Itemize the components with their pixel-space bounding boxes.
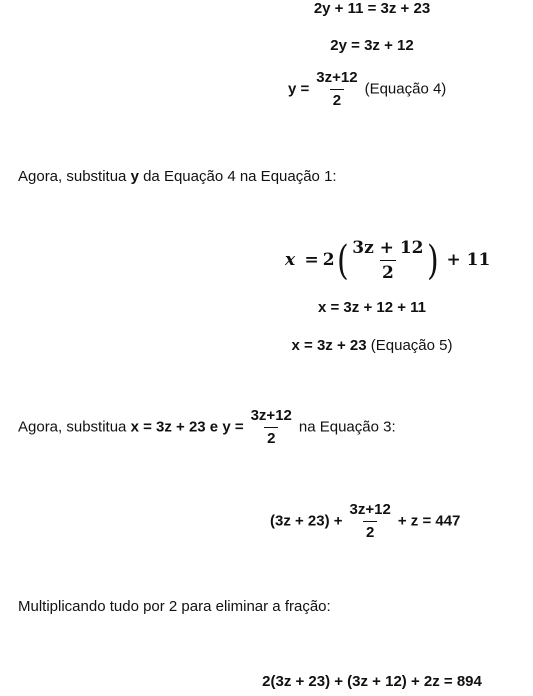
fraction-numerator: 3z+12 [316, 69, 358, 86]
fraction-denominator: 2 [264, 427, 278, 447]
fraction-numerator: 3z + 12 [352, 238, 424, 258]
fraction [313, 70, 360, 109]
paragraph-variable: y [130, 168, 139, 185]
paragraph-text: Agora, substitua [18, 168, 131, 185]
equation-line: 2y = 3z + 12 [330, 37, 414, 54]
paragraph-text: da Equação 4 na Equação 1: [138, 168, 337, 185]
math-fraction [350, 238, 425, 283]
equation-lhs: y = [288, 80, 310, 98]
fraction-numerator: 3z+12 [250, 407, 292, 424]
paragraph-text: na Equação 3: [298, 418, 396, 436]
equation-line [270, 502, 460, 541]
math-coefficient: 2 [322, 250, 335, 270]
math-tail: + 11 [446, 250, 491, 270]
paragraph-expression: x = 3z + 23 e y = [130, 418, 244, 436]
equation-line: x = 3z + 12 + 11 [317, 299, 427, 316]
paragraph-text: Agora, substitua [18, 418, 131, 436]
left-paren: ( [336, 237, 349, 284]
fraction-denominator: 2 [363, 521, 377, 541]
paragraph [18, 408, 396, 447]
equation-part: (3z + 23) + [270, 512, 343, 530]
math-variable: x [285, 250, 296, 270]
equation-part: + z = 447 [397, 512, 461, 530]
equation-line: 2y + 11 = 3z + 23 [313, 0, 431, 17]
equation-expression: x = 3z + 23 [291, 337, 367, 354]
paragraph [18, 168, 337, 186]
fraction [248, 408, 295, 447]
equation-note: (Equação 4) [364, 80, 447, 98]
equation-5-line [292, 337, 453, 355]
equation-note: (Equação 5) [370, 337, 453, 354]
fraction [347, 502, 394, 541]
equation-4-line [288, 70, 446, 109]
fraction-denominator: 2 [380, 260, 396, 283]
fraction-denominator: 2 [330, 89, 344, 109]
paragraph: Multiplicando tudo por 2 para eliminar a fração: [18, 598, 331, 615]
right-paren: ) [427, 237, 440, 284]
math-operator: = [304, 250, 319, 270]
math-equation-x [285, 236, 490, 284]
equation-line: 2(3z + 23) + (3z + 12) + 2z = 894 [262, 673, 482, 690]
fraction-numerator: 3z+12 [349, 501, 391, 518]
